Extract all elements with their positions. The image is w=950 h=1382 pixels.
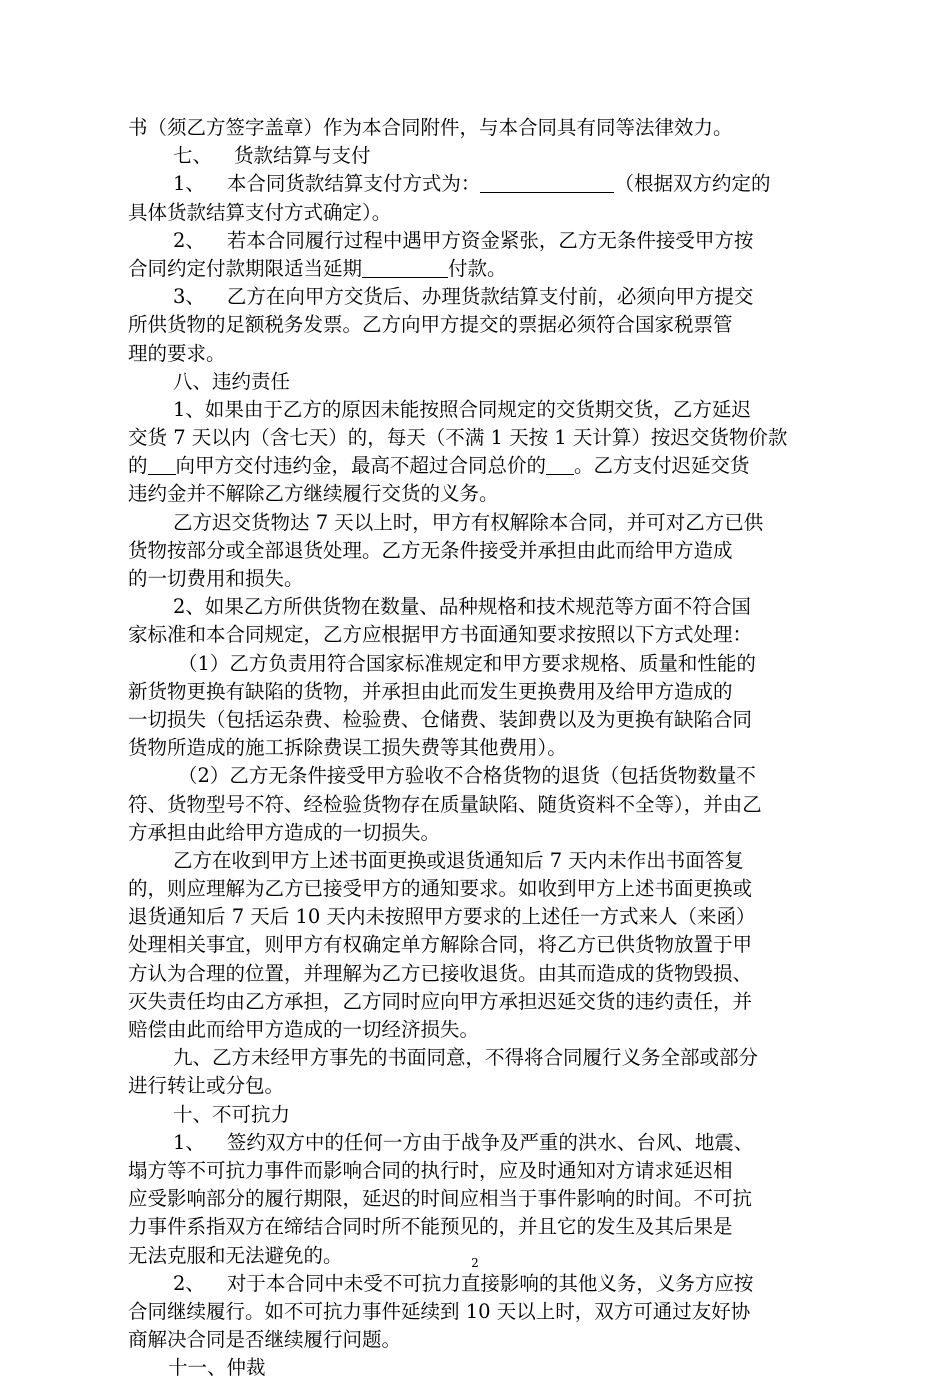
text-line: 货物所造成的施工拆除费误工损失费等其他费用）。 — [128, 736, 567, 760]
text-line: 2、 若本合同履行过程中遇甲方资金紧张，乙方无条件接受甲方按 — [173, 228, 754, 252]
blank-field — [546, 453, 574, 475]
page-number: 2 — [471, 1256, 479, 1270]
text-line: 乙方在收到甲方上述书面更换或退货通知后 7 天内未作出书面答复 — [173, 848, 744, 872]
text-line: 的一切费用和损失。 — [128, 567, 304, 590]
text-line: （2）乙方无条件接受甲方验收不合格货物的退货（包括货物数量不 — [178, 764, 756, 788]
section-heading-11: 十一、仲裁 — [168, 1356, 266, 1380]
text-line: 赔偿由此而给甲方造成的一切经济损失。 — [128, 1018, 480, 1041]
text-line: 乙方迟交货物达 7 天以上时，甲方有权解除本合同，并可对乙方已供 — [173, 510, 764, 534]
text-line: 方认为合理的位置，并理解为乙方已接收退货。由其而造成的货物毁损、 — [128, 961, 753, 985]
text-line: （1）乙方负责用符合国家标准规定和甲方要求规格、质量和性能的 — [178, 651, 756, 675]
text-line: 1、 签约双方中的任何一方由于战争及严重的洪水、台风、地震、 — [173, 1130, 754, 1154]
text-line: 货物按部分或全部退货处理。乙方无条件接受并承担由此而给甲方造成 — [128, 538, 733, 562]
text-line: 书（须乙方签字盖章）作为本合同附件，与本合同具有同等法律效力。 — [128, 116, 733, 139]
blank-field — [148, 453, 176, 475]
text-line: 2、 对于本合同中未受不可抗力直接影响的其他义务，义务方应按 — [173, 1271, 754, 1295]
section-heading-9: 九、乙方未经甲方事先的书面同意，不得将合同履行义务全部或部分 — [173, 1046, 759, 1070]
text-line: 的 向甲方交付违约金，最高不超过合同总价的 。乙方支付迟延交货 — [128, 454, 750, 478]
text-line: 理的要求。 — [128, 341, 226, 365]
text-line: 2、如果乙方所供货物在数量、品种规格和技术规范等方面不符合国 — [173, 595, 751, 619]
blank-field — [480, 171, 614, 193]
text-line: 所供货物的足额税务发票。乙方向甲方提交的票据必须符合国家税票管 — [128, 313, 733, 337]
text-line: 符、货物型号不符、经检验货物存在质量缺陷、随货资料不全等），并由乙 — [128, 792, 762, 816]
text-line: 无法克服和无法避免的。 — [128, 1243, 343, 1267]
text-line: 3、 乙方在向甲方交货后、办理货款结算支付前，必须向甲方提交 — [173, 285, 754, 309]
text-line: 的，则应理解为乙方已接受甲方的通知要求。如收到甲方上述书面更换或 — [128, 877, 753, 901]
text-line: 方承担由此给甲方造成的一切损失。 — [128, 820, 441, 844]
text-line: 家标准和本合同规定，乙方应根据甲方书面通知要求按照以下方式处理： — [128, 623, 753, 647]
text-line: 灭失责任均由乙方承担，乙方同时应向甲方承担迟延交货的违约责任，并 — [128, 989, 753, 1013]
text-line: 应受影响部分的履行期限，延迟的时间应相当于事件影响的时间。不可抗 — [128, 1187, 753, 1211]
text-line: 交货 7 天以内（含七天）的，每天（不满 1 天按 1 天计算）按迟交货物价款 — [128, 426, 788, 450]
text-line: 退货通知后 7 天后 10 天内未按照甲方要求的上述任一方式来人（来函） — [128, 905, 756, 929]
text-line: 合同继续履行。如不可抗力事件延续到 10 天以上时，双方可通过友好协 — [128, 1299, 751, 1323]
text-line: 1、如果由于乙方的原因未能按照合同规定的交货期交货，乙方延迟 — [173, 397, 751, 421]
text-line: 违约金并不解除乙方继续履行交货的义务。 — [128, 482, 499, 506]
text-line: 1、 本合同货款结算支付方式为： （根据双方约定的 — [173, 172, 771, 196]
text-line: 具体货款结算支付方式确定）。 — [128, 200, 392, 224]
text-line: 塌方等不可抗力事件而影响合同的执行时，应及时通知对方请求延迟相 — [128, 1158, 733, 1182]
section-heading-7: 七、 货款结算与支付 — [173, 144, 371, 168]
text-line: 新货物更换有缺陷的货物，并承担由此而发生更换费用及给甲方造成的 — [128, 679, 733, 703]
text-line: 处理相关事宜，则甲方有权确定单方解除合同，将乙方已供货物放置于甲 — [128, 933, 753, 957]
text-line: 力事件系指双方在缔结合同时所不能预见的，并且它的发生及其后果是 — [128, 1215, 733, 1239]
text-line: 一切损失（包括运杂费、检验费、仓储费、装卸费以及为更换有缺陷合同 — [128, 707, 753, 731]
blank-field — [362, 256, 448, 278]
text-line: 商解决合同是否继续履行问题。 — [128, 1328, 402, 1352]
section-heading-10: 十、不可抗力 — [173, 1102, 291, 1126]
text-line: 合同约定付款期限适当延期 付款。 — [128, 256, 507, 280]
section-heading-8: 八、违约责任 — [173, 369, 291, 393]
contract-text — [128, 114, 824, 1382]
text-line: 进行转让或分包。 — [128, 1074, 285, 1098]
